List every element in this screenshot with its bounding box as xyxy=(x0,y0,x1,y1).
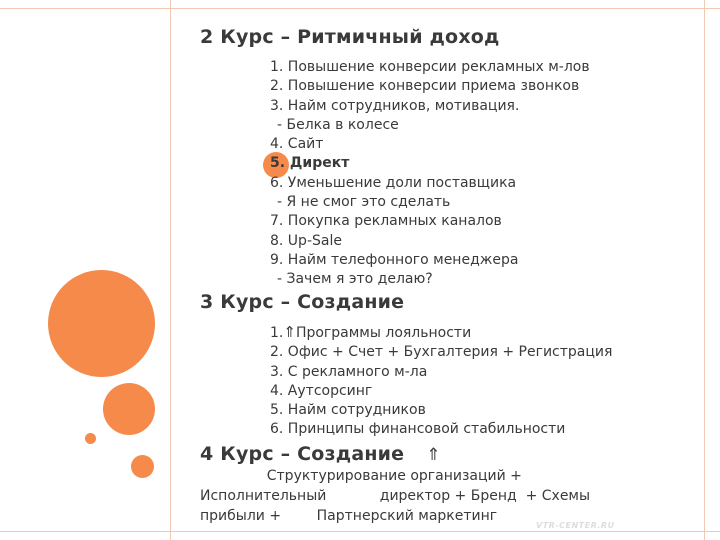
frame-right-line xyxy=(704,0,705,540)
list-item: 9. Найм телефонного менеджера xyxy=(270,251,519,268)
list-item: 2. Офис + Счет + Бухгалтерия + Регистрация xyxy=(270,344,613,361)
up-arrow-icon: ⇑ xyxy=(426,445,441,465)
list-item-highlighted: 5. Директ xyxy=(270,155,350,172)
list-item-text: Программы лояльности xyxy=(295,325,472,341)
list-item: 3. Найм сотрудников, мотивация. xyxy=(270,97,520,114)
section3-list xyxy=(270,323,612,440)
section3-title: 3 Курс – Создание xyxy=(200,291,405,313)
section2-title: 2 Курс – Ритмичный доход xyxy=(200,26,500,48)
up-arrow-icon: ⇑ xyxy=(283,323,296,341)
list-item: 1. Повышение конверсии рекламных м-лов xyxy=(270,59,590,75)
list-item: 6. Принципы финансовой стабильности xyxy=(270,421,566,438)
list-item: 4. Сайт xyxy=(270,136,324,153)
decor-circle-small xyxy=(131,455,154,478)
section2-list xyxy=(270,58,590,290)
section4-title-text: 4 Курс – Создание xyxy=(200,443,405,465)
paragraph-line: прибыли + Партнерский маркетинг xyxy=(200,508,498,524)
list-item: 7. Покупка рекламных каналов xyxy=(270,213,502,230)
decor-circle-large xyxy=(48,270,155,377)
list-item: 2. Повышение конверсии приема звонков xyxy=(270,78,580,95)
list-item xyxy=(270,323,612,343)
paragraph-line: Исполнительный директор + Бренд + Схемы xyxy=(200,488,591,504)
paragraph-line: Структурирование организаций + xyxy=(200,468,522,484)
list-item: 4. Аутсорсинг xyxy=(270,382,373,399)
decor-circle-tiny xyxy=(85,433,96,444)
frame-bottom-line xyxy=(0,531,720,532)
decor-circle-medium xyxy=(103,383,155,435)
section4-title xyxy=(200,443,441,465)
list-item: 3. С рекламного м-ла xyxy=(270,363,428,380)
list-item: 8. Up-Sale xyxy=(270,232,342,249)
frame-left-line xyxy=(170,0,171,540)
list-item: 5. Найм сотрудников xyxy=(270,402,426,419)
list-item: 6. Уменьшение доли поставщика xyxy=(270,174,517,191)
list-item: - Зачем я это делаю? xyxy=(277,271,433,288)
list-item: - Белка в колесе xyxy=(277,116,399,133)
list-item-number: 1. xyxy=(270,325,284,341)
frame-top-line xyxy=(0,8,720,9)
list-item: - Я не смог это сделать xyxy=(277,194,451,211)
section4-paragraph xyxy=(200,466,680,526)
watermark: VTR-CENTER.RU xyxy=(536,521,615,530)
